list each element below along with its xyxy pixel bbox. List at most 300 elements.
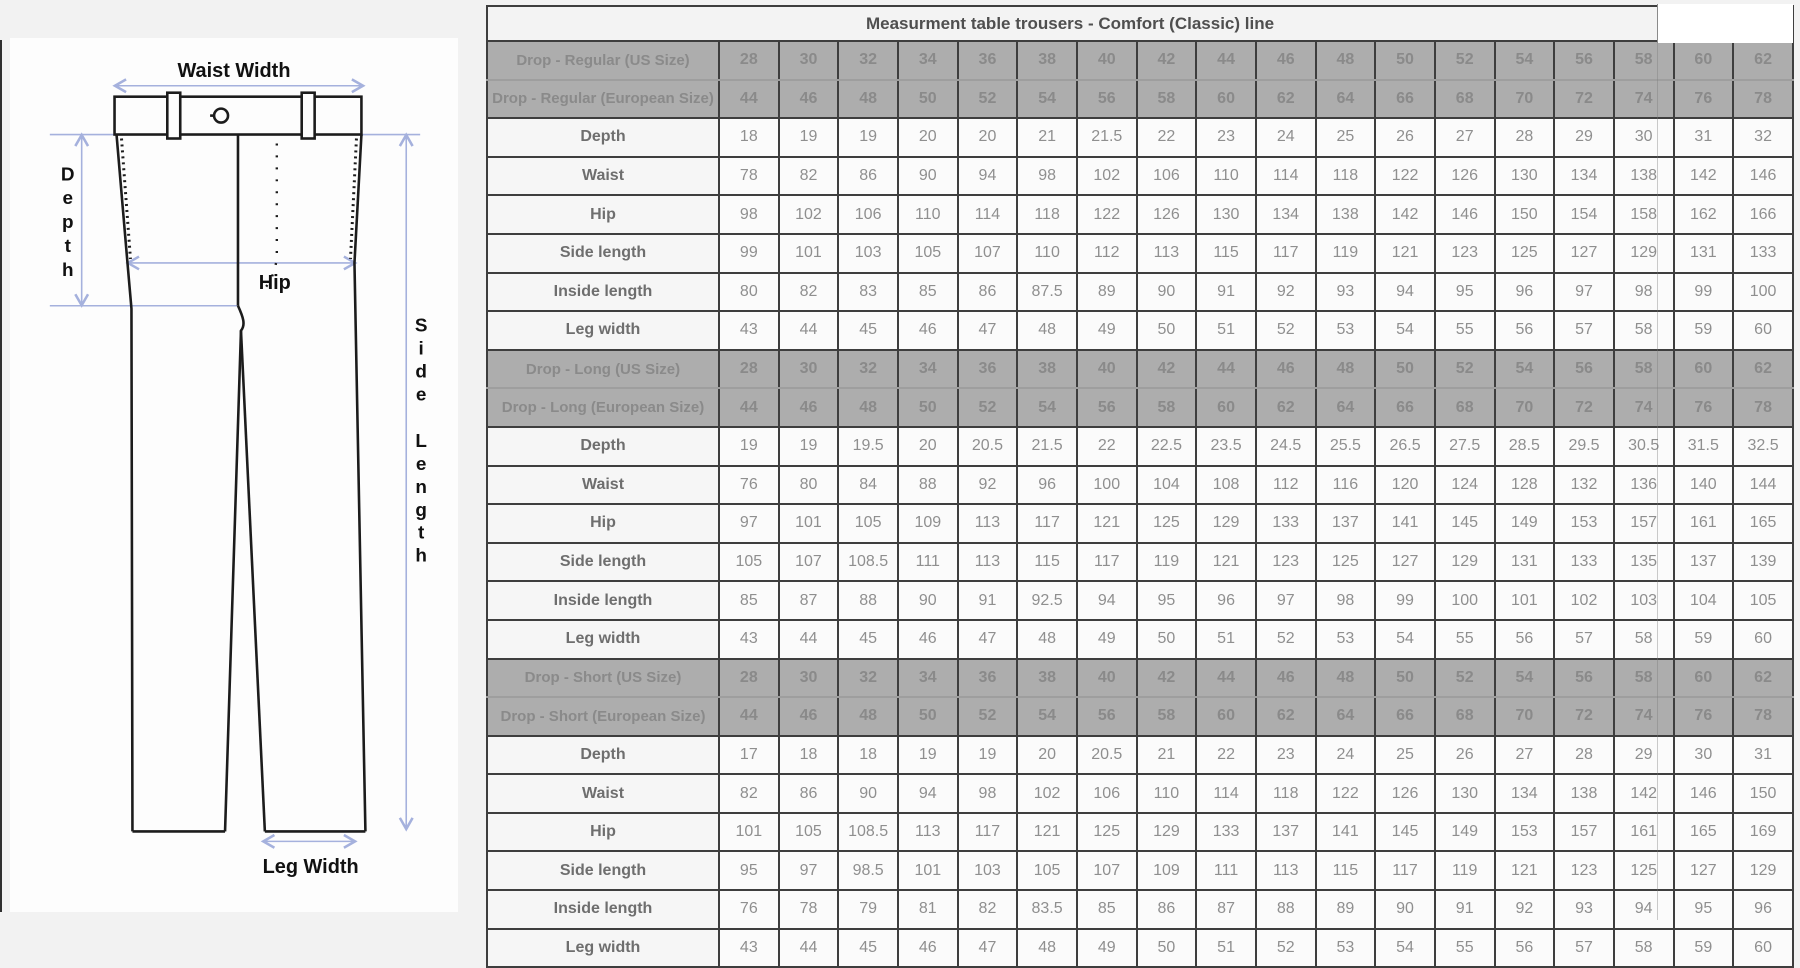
value-cell: 94 xyxy=(1614,890,1674,929)
eu-size-cell: 66 xyxy=(1375,697,1435,736)
us-size-cell: 30 xyxy=(779,41,839,80)
value-cell: 127 xyxy=(1375,543,1435,582)
value-cell: 28 xyxy=(1495,118,1555,157)
value-cell: 117 xyxy=(1256,234,1316,273)
us-size-cell: 46 xyxy=(1256,659,1316,698)
waist-width-label: Waist Width xyxy=(177,59,291,82)
eu-size-cell: 46 xyxy=(779,388,839,427)
value-cell: 31 xyxy=(1674,118,1734,157)
value-cell: 56 xyxy=(1495,620,1555,659)
us-size-cell: 60 xyxy=(1674,350,1734,389)
value-cell: 83.5 xyxy=(1017,890,1077,929)
value-cell: 102 xyxy=(1017,774,1077,813)
value-cell: 131 xyxy=(1495,543,1555,582)
value-cell: 18 xyxy=(779,736,839,775)
value-cell: 43 xyxy=(719,620,779,659)
row-label: Waist xyxy=(487,157,719,196)
value-cell: 131 xyxy=(1674,234,1734,273)
value-cell: 98 xyxy=(719,195,779,234)
value-cell: 29 xyxy=(1554,118,1614,157)
eu-size-cell: 56 xyxy=(1077,388,1137,427)
value-cell: 56 xyxy=(1495,311,1555,350)
value-cell: 100 xyxy=(1077,466,1137,505)
value-cell: 114 xyxy=(1196,774,1256,813)
value-cell: 48 xyxy=(1017,620,1077,659)
value-cell: 85 xyxy=(1077,890,1137,929)
us-size-cell: 54 xyxy=(1495,350,1555,389)
value-cell: 119 xyxy=(1316,234,1376,273)
value-cell: 112 xyxy=(1077,234,1137,273)
eu-size-cell: 52 xyxy=(958,697,1018,736)
value-cell: 91 xyxy=(1196,273,1256,312)
value-cell: 26 xyxy=(1435,736,1495,775)
value-cell: 53 xyxy=(1316,929,1376,968)
value-cell: 92 xyxy=(1495,890,1555,929)
value-cell: 19.5 xyxy=(838,427,898,466)
us-size-cell: 56 xyxy=(1554,350,1614,389)
value-cell: 117 xyxy=(1017,504,1077,543)
value-cell: 103 xyxy=(958,851,1018,890)
value-cell: 133 xyxy=(1733,234,1793,273)
value-cell: 22 xyxy=(1137,118,1197,157)
us-size-cell: 36 xyxy=(958,350,1018,389)
value-cell: 142 xyxy=(1674,157,1734,196)
value-cell: 123 xyxy=(1435,234,1495,273)
value-cell: 118 xyxy=(1017,195,1077,234)
value-cell: 90 xyxy=(838,774,898,813)
value-cell: 102 xyxy=(1077,157,1137,196)
value-cell: 43 xyxy=(719,311,779,350)
value-cell: 138 xyxy=(1554,774,1614,813)
depth-label: D e p t h xyxy=(60,164,75,281)
value-cell: 134 xyxy=(1554,157,1614,196)
value-cell: 82 xyxy=(719,774,779,813)
value-cell: 93 xyxy=(1316,273,1376,312)
value-cell: 133 xyxy=(1196,813,1256,852)
eu-size-cell: 64 xyxy=(1316,80,1376,119)
value-cell: 108.5 xyxy=(838,543,898,582)
us-size-cell: 48 xyxy=(1316,659,1376,698)
value-cell: 22 xyxy=(1077,427,1137,466)
us-size-cell: 58 xyxy=(1614,41,1674,80)
value-cell: 50 xyxy=(1137,929,1197,968)
value-cell: 126 xyxy=(1137,195,1197,234)
value-cell: 101 xyxy=(719,813,779,852)
us-size-cell: 50 xyxy=(1375,41,1435,80)
value-cell: 129 xyxy=(1137,813,1197,852)
value-cell: 161 xyxy=(1674,504,1734,543)
eu-size-cell: 64 xyxy=(1316,697,1376,736)
value-cell: 112 xyxy=(1256,466,1316,505)
value-cell: 119 xyxy=(1137,543,1197,582)
value-cell: 109 xyxy=(1137,851,1197,890)
value-cell: 106 xyxy=(838,195,898,234)
us-size-cell: 62 xyxy=(1733,41,1793,80)
value-cell: 27.5 xyxy=(1435,427,1495,466)
value-cell: 29 xyxy=(1614,736,1674,775)
right-outer-seam xyxy=(354,135,365,832)
us-size-cell: 28 xyxy=(719,41,779,80)
us-size-cell: 38 xyxy=(1017,350,1077,389)
eu-size-cell: 58 xyxy=(1137,80,1197,119)
belt-loop-left xyxy=(167,93,180,139)
value-cell: 47 xyxy=(958,620,1018,659)
value-cell: 162 xyxy=(1674,195,1734,234)
vertical-seam-artifact xyxy=(1657,43,1658,920)
value-cell: 25 xyxy=(1316,118,1376,157)
eu-size-cell: 44 xyxy=(719,80,779,119)
value-cell: 100 xyxy=(1733,273,1793,312)
eu-size-cell: 58 xyxy=(1137,388,1197,427)
value-cell: 111 xyxy=(1196,851,1256,890)
value-cell: 113 xyxy=(898,813,958,852)
value-cell: 121 xyxy=(1495,851,1555,890)
row-label: Side length xyxy=(487,851,719,890)
us-size-cell: 52 xyxy=(1435,350,1495,389)
value-cell: 57 xyxy=(1554,620,1614,659)
value-cell: 127 xyxy=(1554,234,1614,273)
value-cell: 123 xyxy=(1554,851,1614,890)
row-label: Leg width xyxy=(487,311,719,350)
value-cell: 19 xyxy=(779,118,839,157)
value-cell: 141 xyxy=(1316,813,1376,852)
drop-eu-label: Drop - Regular (European Size) xyxy=(487,80,719,119)
value-cell: 53 xyxy=(1316,311,1376,350)
value-cell: 91 xyxy=(1435,890,1495,929)
value-cell: 83 xyxy=(838,273,898,312)
eu-size-cell: 70 xyxy=(1495,697,1555,736)
value-cell: 101 xyxy=(779,234,839,273)
row-label: Depth xyxy=(487,427,719,466)
trouser-diagram-svg xyxy=(10,38,458,912)
us-size-cell: 58 xyxy=(1614,659,1674,698)
value-cell: 123 xyxy=(1256,543,1316,582)
us-size-cell: 32 xyxy=(838,41,898,80)
us-size-cell: 30 xyxy=(779,659,839,698)
value-cell: 139 xyxy=(1733,543,1793,582)
value-cell: 95 xyxy=(719,851,779,890)
us-size-cell: 32 xyxy=(838,350,898,389)
value-cell: 45 xyxy=(838,620,898,659)
value-cell: 45 xyxy=(838,311,898,350)
value-cell: 110 xyxy=(1196,157,1256,196)
value-cell: 144 xyxy=(1733,466,1793,505)
value-cell: 96 xyxy=(1733,890,1793,929)
value-cell: 169 xyxy=(1733,813,1793,852)
us-size-cell: 40 xyxy=(1077,659,1137,698)
value-cell: 59 xyxy=(1674,311,1734,350)
value-cell: 125 xyxy=(1614,851,1674,890)
value-cell: 22.5 xyxy=(1137,427,1197,466)
eu-size-cell: 74 xyxy=(1614,80,1674,119)
value-cell: 20 xyxy=(898,427,958,466)
value-cell: 166 xyxy=(1733,195,1793,234)
value-cell: 121 xyxy=(1375,234,1435,273)
value-cell: 130 xyxy=(1435,774,1495,813)
value-cell: 165 xyxy=(1674,813,1734,852)
value-cell: 121 xyxy=(1196,543,1256,582)
eu-size-cell: 76 xyxy=(1674,80,1734,119)
value-cell: 23 xyxy=(1196,118,1256,157)
value-cell: 21.5 xyxy=(1017,427,1077,466)
value-cell: 124 xyxy=(1435,466,1495,505)
value-cell: 92 xyxy=(958,466,1018,505)
value-cell: 113 xyxy=(958,504,1018,543)
value-cell: 146 xyxy=(1674,774,1734,813)
value-cell: 90 xyxy=(1375,890,1435,929)
value-cell: 105 xyxy=(719,543,779,582)
value-cell: 51 xyxy=(1196,929,1256,968)
value-cell: 48 xyxy=(1017,311,1077,350)
value-cell: 54 xyxy=(1375,311,1435,350)
value-cell: 128 xyxy=(1495,466,1555,505)
value-cell: 20.5 xyxy=(958,427,1018,466)
value-cell: 78 xyxy=(719,157,779,196)
value-cell: 17 xyxy=(719,736,779,775)
trouser-outline xyxy=(115,93,366,832)
drop-us-label: Drop - Long (US Size) xyxy=(487,350,719,389)
value-cell: 20 xyxy=(958,118,1018,157)
row-label: Side length xyxy=(487,234,719,273)
value-cell: 158 xyxy=(1614,195,1674,234)
row-label: Inside length xyxy=(487,581,719,620)
value-cell: 92.5 xyxy=(1017,581,1077,620)
eu-size-cell: 62 xyxy=(1256,80,1316,119)
us-size-cell: 62 xyxy=(1733,659,1793,698)
value-cell: 52 xyxy=(1256,311,1316,350)
eu-size-cell: 56 xyxy=(1077,697,1137,736)
value-cell: 96 xyxy=(1495,273,1555,312)
value-cell: 133 xyxy=(1256,504,1316,543)
value-cell: 121 xyxy=(1017,813,1077,852)
value-cell: 130 xyxy=(1495,157,1555,196)
value-cell: 88 xyxy=(1256,890,1316,929)
value-cell: 138 xyxy=(1614,157,1674,196)
value-cell: 27 xyxy=(1435,118,1495,157)
eu-size-cell: 72 xyxy=(1554,388,1614,427)
value-cell: 94 xyxy=(1077,581,1137,620)
value-cell: 46 xyxy=(898,929,958,968)
eu-size-cell: 54 xyxy=(1017,697,1077,736)
value-cell: 129 xyxy=(1614,234,1674,273)
us-size-cell: 28 xyxy=(719,350,779,389)
value-cell: 120 xyxy=(1375,466,1435,505)
value-cell: 107 xyxy=(779,543,839,582)
value-cell: 86 xyxy=(1137,890,1197,929)
us-size-cell: 60 xyxy=(1674,659,1734,698)
value-cell: 153 xyxy=(1495,813,1555,852)
value-cell: 49 xyxy=(1077,620,1137,659)
value-cell: 135 xyxy=(1614,543,1674,582)
us-size-cell: 40 xyxy=(1077,41,1137,80)
drop-us-label: Drop - Short (US Size) xyxy=(487,659,719,698)
us-size-cell: 30 xyxy=(779,350,839,389)
measurement-table-body xyxy=(487,6,1793,967)
value-cell: 54 xyxy=(1375,929,1435,968)
waistband xyxy=(115,97,362,135)
value-cell: 85 xyxy=(898,273,958,312)
eu-size-cell: 44 xyxy=(719,388,779,427)
value-cell: 146 xyxy=(1435,195,1495,234)
eu-size-cell: 48 xyxy=(838,80,898,119)
row-label: Inside length xyxy=(487,890,719,929)
value-cell: 99 xyxy=(1674,273,1734,312)
us-size-cell: 52 xyxy=(1435,41,1495,80)
value-cell: 50 xyxy=(1137,311,1197,350)
value-cell: 142 xyxy=(1375,195,1435,234)
value-cell: 146 xyxy=(1733,157,1793,196)
eu-size-cell: 74 xyxy=(1614,697,1674,736)
value-cell: 127 xyxy=(1674,851,1734,890)
value-cell: 54 xyxy=(1375,620,1435,659)
eu-size-cell: 62 xyxy=(1256,388,1316,427)
value-cell: 98.5 xyxy=(838,851,898,890)
us-size-cell: 42 xyxy=(1137,41,1197,80)
value-cell: 21.5 xyxy=(1077,118,1137,157)
value-cell: 85 xyxy=(719,581,779,620)
value-cell: 154 xyxy=(1554,195,1614,234)
eu-size-cell: 46 xyxy=(779,697,839,736)
eu-size-cell: 66 xyxy=(1375,388,1435,427)
value-cell: 53 xyxy=(1316,620,1376,659)
value-cell: 113 xyxy=(1137,234,1197,273)
value-cell: 108.5 xyxy=(838,813,898,852)
value-cell: 140 xyxy=(1674,466,1734,505)
us-size-cell: 50 xyxy=(1375,659,1435,698)
us-size-cell: 62 xyxy=(1733,350,1793,389)
value-cell: 49 xyxy=(1077,311,1137,350)
value-cell: 161 xyxy=(1614,813,1674,852)
value-cell: 101 xyxy=(898,851,958,890)
value-cell: 24 xyxy=(1316,736,1376,775)
eu-size-cell: 74 xyxy=(1614,388,1674,427)
row-label: Depth xyxy=(487,736,719,775)
value-cell: 105 xyxy=(779,813,839,852)
value-cell: 96 xyxy=(1017,466,1077,505)
value-cell: 97 xyxy=(1256,581,1316,620)
value-cell: 153 xyxy=(1554,504,1614,543)
us-size-cell: 46 xyxy=(1256,41,1316,80)
value-cell: 46 xyxy=(898,311,958,350)
value-cell: 21 xyxy=(1137,736,1197,775)
value-cell: 110 xyxy=(898,195,958,234)
value-cell: 94 xyxy=(958,157,1018,196)
value-cell: 44 xyxy=(779,929,839,968)
value-cell: 119 xyxy=(1435,851,1495,890)
value-cell: 97 xyxy=(1554,273,1614,312)
value-cell: 103 xyxy=(1614,581,1674,620)
value-cell: 104 xyxy=(1137,466,1197,505)
value-cell: 121 xyxy=(1077,504,1137,543)
row-label: Depth xyxy=(487,118,719,157)
value-cell: 106 xyxy=(1077,774,1137,813)
value-cell: 56 xyxy=(1495,929,1555,968)
value-cell: 157 xyxy=(1554,813,1614,852)
value-cell: 30 xyxy=(1674,736,1734,775)
drop-eu-label: Drop - Long (European Size) xyxy=(487,388,719,427)
value-cell: 110 xyxy=(1137,774,1197,813)
value-cell: 138 xyxy=(1316,195,1376,234)
value-cell: 20.5 xyxy=(1077,736,1137,775)
value-cell: 80 xyxy=(719,273,779,312)
value-cell: 60 xyxy=(1733,311,1793,350)
value-cell: 109 xyxy=(898,504,958,543)
value-cell: 22 xyxy=(1196,736,1256,775)
value-cell: 142 xyxy=(1614,774,1674,813)
value-cell: 137 xyxy=(1316,504,1376,543)
eu-size-cell: 62 xyxy=(1256,697,1316,736)
value-cell: 105 xyxy=(898,234,958,273)
value-cell: 44 xyxy=(779,620,839,659)
row-label: Leg width xyxy=(487,929,719,968)
value-cell: 19 xyxy=(779,427,839,466)
value-cell: 111 xyxy=(898,543,958,582)
eu-size-cell: 78 xyxy=(1733,388,1793,427)
value-cell: 25.5 xyxy=(1316,427,1376,466)
value-cell: 79 xyxy=(838,890,898,929)
value-cell: 132 xyxy=(1554,466,1614,505)
eu-size-cell: 68 xyxy=(1435,697,1495,736)
us-size-cell: 36 xyxy=(958,41,1018,80)
eu-size-cell: 78 xyxy=(1733,697,1793,736)
value-cell: 136 xyxy=(1614,466,1674,505)
value-cell: 105 xyxy=(1017,851,1077,890)
value-cell: 92 xyxy=(1256,273,1316,312)
value-cell: 78 xyxy=(779,890,839,929)
value-cell: 43 xyxy=(719,929,779,968)
value-cell: 19 xyxy=(838,118,898,157)
left-outer-seam xyxy=(117,135,133,832)
us-size-cell: 44 xyxy=(1196,659,1256,698)
row-label: Waist xyxy=(487,466,719,505)
drop-us-label: Drop - Regular (US Size) xyxy=(487,41,719,80)
value-cell: 137 xyxy=(1674,543,1734,582)
value-cell: 45 xyxy=(838,929,898,968)
row-label: Hip xyxy=(487,813,719,852)
value-cell: 58 xyxy=(1614,311,1674,350)
value-cell: 122 xyxy=(1316,774,1376,813)
value-cell: 55 xyxy=(1435,929,1495,968)
eu-size-cell: 50 xyxy=(898,80,958,119)
value-cell: 150 xyxy=(1495,195,1555,234)
value-cell: 98 xyxy=(1017,157,1077,196)
value-cell: 133 xyxy=(1554,543,1614,582)
value-cell: 150 xyxy=(1733,774,1793,813)
value-cell: 149 xyxy=(1435,813,1495,852)
value-cell: 84 xyxy=(838,466,898,505)
row-label: Hip xyxy=(487,195,719,234)
drop-eu-label: Drop - Short (European Size) xyxy=(487,697,719,736)
value-cell: 51 xyxy=(1196,620,1256,659)
value-cell: 145 xyxy=(1375,813,1435,852)
value-cell: 102 xyxy=(779,195,839,234)
value-cell: 82 xyxy=(779,157,839,196)
eu-size-cell: 54 xyxy=(1017,80,1077,119)
value-cell: 90 xyxy=(898,581,958,620)
value-cell: 125 xyxy=(1316,543,1376,582)
value-cell: 82 xyxy=(779,273,839,312)
value-cell: 44 xyxy=(779,311,839,350)
value-cell: 126 xyxy=(1375,774,1435,813)
us-size-cell: 56 xyxy=(1554,41,1614,80)
value-cell: 130 xyxy=(1196,195,1256,234)
eu-size-cell: 68 xyxy=(1435,80,1495,119)
eu-size-cell: 46 xyxy=(779,80,839,119)
value-cell: 48 xyxy=(1017,929,1077,968)
value-cell: 24.5 xyxy=(1256,427,1316,466)
value-cell: 117 xyxy=(1375,851,1435,890)
value-cell: 114 xyxy=(1256,157,1316,196)
